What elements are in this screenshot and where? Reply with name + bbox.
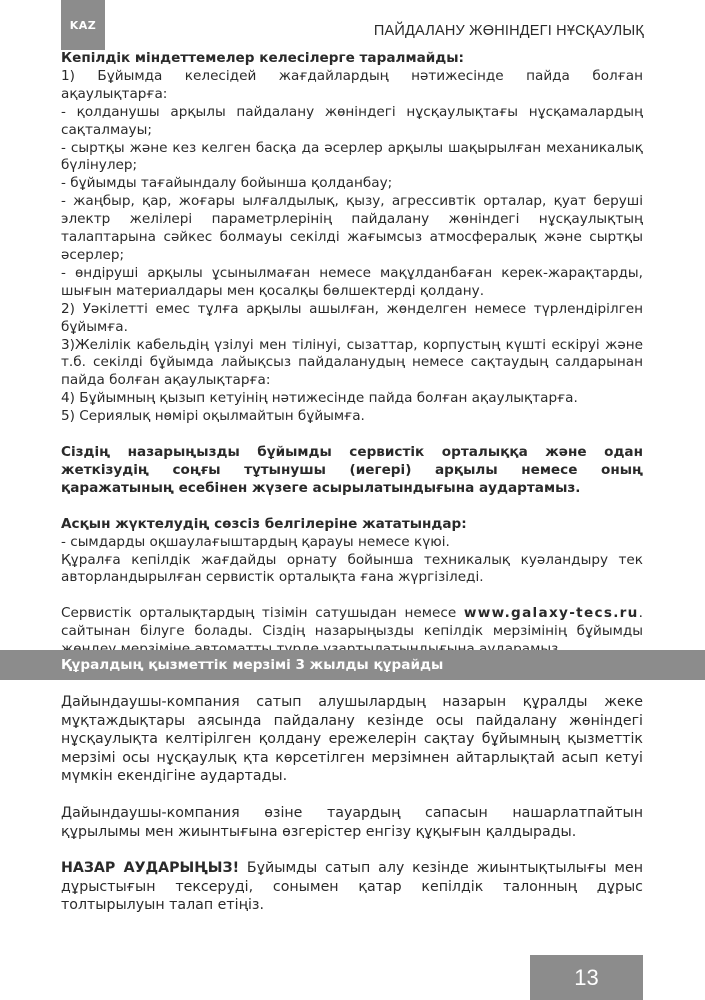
service-url-link[interactable]: www.galaxy-tecs.ru [463,605,639,622]
service-center-note: Сіздің назарыңызды бұйымды сервистік орталыққа және одан жеткізудің соңғы тұтынушы (иегері) арқылы немесе оның қаражатының есебінен жүзеге асырылатындығына аудартамыз. [61,444,643,496]
warranty-line: 4) Бұйымның қызып кетуінің нәтижесінде пайда болған ақаулықтарға. [61,390,578,407]
service-life-banner [0,650,705,680]
warranty-line: - жаңбыр, қар, жоғары ылғалдылық, қызу, агрессивтік орталар, қуат беруші электр желілері параметрлерінің пайдалану жөніндегі нұсқаулықтың талаптарына сәйкес болмауы секілді жағымсыз атмосфералық және сыртқы әсерлер; [61,193,643,263]
warranty-line: - қолданушы арқылы пайдалану жөніндегі нұсқаулықтағы нұсқамалардың сақталмауы; [61,103,643,138]
attention-text: Бұйымды сатып алу кезінде жиынтықтылығы мен дұрыстығын тексеруді, сонымен қатар кепілдік талонның дұрыс толтырылуын талап етіңіз. [61,860,643,914]
overload-item: - сымдарды оқшаулағыштардың қарауы немесе күюі. [61,533,450,550]
warranty-line: - өндіруші арқылы ұсынылмаған немесе мақұлданбаған керек-жарақтарды, шығын материалдары мен қосалқы бөлшектерді қолдану. [61,264,643,299]
warranty-line: 2) Уәкілетті емес тұлға арқылы ашылған, жөнделген немесе түрлендірілген бұйымға. [61,300,643,335]
service-life-title: Құралдың қызметтік мерзімі 3 жылды құрайды [61,657,444,673]
service-list-text: Сервистік орталықтардың тізімін сатушыдан немесе [61,605,464,622]
service-life-paragraph: Дайындаушы-компания сатып алушылардың назарын құралды жеке мұқтаждықтары аясында пайдалану кезінде осы пайдалану жөніндегі нұсқаулықта келтірілген қолдану ережелерін сақтау бұйымның қызметтік мерзімі осы нұсқаулық қта көрсетілген мерзімнен айтарлықтай асып кетуі мүмкін екендігіне аудартады. [61,694,643,785]
warranty-line: - сыртқы және кез келген басқа да әсерлер арқылы шақырылған механикалық бүлінулер; [61,139,643,174]
attention-paragraph [61,859,643,915]
page-header-title: ПАЙДАЛАНУ ЖӨНІНДЕГІ НҰСҚАУЛЫҚ [373,23,644,39]
service-life-section [61,693,643,915]
warranty-section [61,50,643,659]
service-list-text-end: . сайтынан білуге болады. Сіздің назарыңызды кепілдік мерзімінің бұйымды [61,605,643,640]
repair-note: Құралға кепілдік жағдайды орнату бойынша техникалық куәландыру тек авторландырылған сервистік орталықта ғана жүргізіледі. [61,551,643,586]
language-tab: KAZ [61,0,105,50]
warranty-line: 5) Сериялық нөмірі оқылмайтын бұйымға. [61,408,365,425]
attention-label: НАЗАР АУДАРЫҢЫЗ! [61,860,240,877]
warranty-line: - бұйымды тағайындалу бойынша қолданбау; [61,175,393,192]
warranty-heading: Кепілдік міндеттемелер келесілерге таралмайды: [61,50,464,66]
manufacturer-rights-paragraph: Дайындаушы-компания өзіне тауардың сапасын нашарлатпайтын құрылымы мен жиынтығына өзгерістер енгізу құқығын қалдырады. [61,804,643,840]
overload-heading: Асқын жүктелудің сөзсіз белгілеріне жататындар: [61,515,467,532]
warranty-line: 1) Бұйымда келесідей жағдайлардың нәтижесінде пайда болған ақаулықтарға: [61,67,643,102]
warranty-line: 3)Желілік кабельдің үзілуі мен тілінуі, сызаттар, корпустың күшті ескіруі және т.б. секілді бұйымда лайықсыз пайдаланудың немесе сақтаудың салдарынан пайда болған ақаулықтарға: [61,336,643,389]
page-number: 13 [530,955,643,1000]
